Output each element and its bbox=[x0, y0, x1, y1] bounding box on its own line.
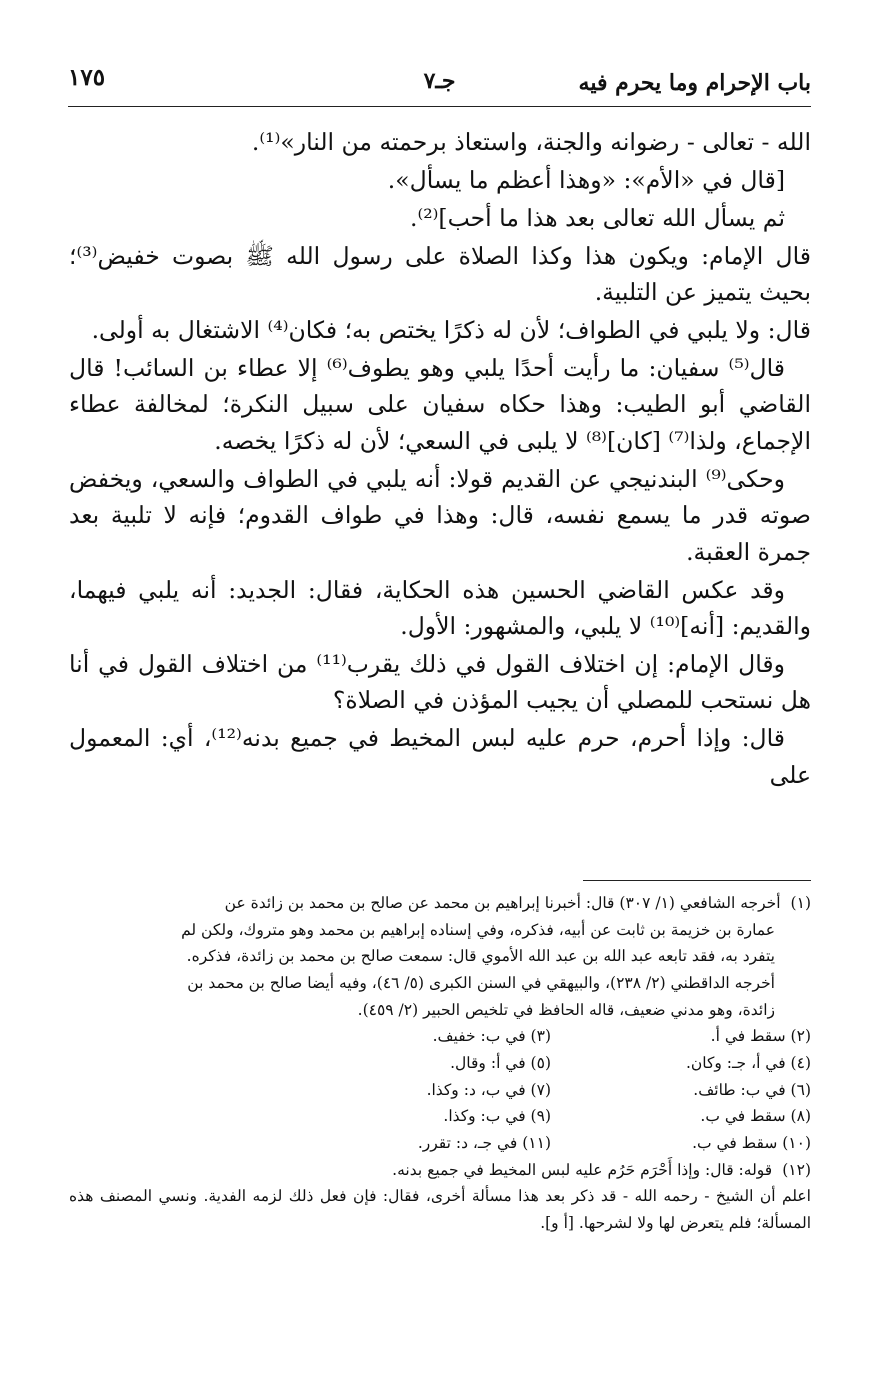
footnote-line: قوله: قال: وإذا أَحْرَم حَرُم عليه لبس المخيط في جميع بدنه. bbox=[392, 1160, 773, 1179]
footnote-2: (٢) سقط في أ. bbox=[710, 1027, 811, 1046]
footnote-8: (٨) سقط في ب. bbox=[700, 1107, 811, 1126]
footnote-5: (٥) في أ: وقال. bbox=[450, 1053, 551, 1072]
text-paragraph: وقد عكس القاضي الحسين هذه الحكاية، فقال: الجديد: أنه يلبي فيهما، والقديم: [أنه]⁽¹⁰⁾ لا يلبي، والمشهور: الأول. bbox=[69, 575, 811, 640]
text-paragraph: قال: ولا يلبي في الطواف؛ لأن له ذكرًا يختص به؛ فكان⁽⁴⁾ الاشتغال به أولى. bbox=[91, 316, 811, 345]
footnote-line: زائدة، وهو مدني ضعيف، قاله الحافظ في تلخيص الحبير (٢/ ٤٥٩). bbox=[357, 1000, 775, 1019]
text-paragraph: قال⁽⁵⁾ سفيان: ما رأيت أحدًا يلبي وهو يطوف⁽⁶⁾ إلا عطاء بن السائب! قال القاضي أبو الطيب: وهذا حكاه سفيان على سبيل النكرة؛ لمخالفة عطاء الإجماع، ولذا⁽⁷⁾ [كان]⁽⁸⁾ لا يلبى في السعي؛ لأن له ذكرًا يخصه. bbox=[69, 354, 811, 455]
footnote-3: (٣) في ب: خفيف. bbox=[432, 1027, 551, 1046]
text-paragraph: قال الإمام: ويكون هذا وكذا الصلاة على رسول الله ﷺ بصوت خفيض⁽³⁾؛ بحيث يتميز عن التلبية. bbox=[69, 241, 811, 307]
footnote-7: (٧) في ب، د: وكذا. bbox=[426, 1080, 551, 1099]
page-header bbox=[68, 62, 811, 107]
main-text bbox=[69, 124, 811, 795]
footnotes bbox=[69, 890, 811, 1237]
text-line: ثم يسأل الله تعالى بعد هذا ما أحب]⁽²⁾. bbox=[409, 203, 785, 232]
footnote-grid bbox=[69, 1023, 811, 1156]
text-paragraph: وحكى⁽⁹⁾ البندنيجي عن القديم قولا: أنه يلبي في الطواف والسعي، ويخفض صوته قدر ما يسمع نفسه، قال: وهذا في طواف القدوم؛ فإنه لا تلبية بعد جمرة العقبة. bbox=[69, 464, 811, 566]
footnote-line: أخرجه الشافعي (١/ ٣٠٧) قال: أخبرنا إبراهيم بن محمد عن صالح بن محمد بن زائدة عن bbox=[224, 894, 781, 912]
footnote-line: أخرجه الداقطني (٢/ ٢٣٨)، والبيهقي في السنن الكبرى (٥/ ٤٦)، وفيه أيضا صالح بن محمد بن bbox=[187, 973, 775, 992]
text-paragraph: وقال الإمام: إن اختلاف القول في ذلك يقرب⁽¹¹⁾ من اختلاف القول في أنا هل نستحب للمصلي أن يجيب المؤذن في الصلاة؟ bbox=[69, 649, 811, 715]
footnote-1 bbox=[69, 890, 811, 917]
footnote-6: (٦) في ب: طائف. bbox=[693, 1080, 811, 1099]
page-number: ١٧٥ bbox=[68, 64, 106, 91]
footnote-separator bbox=[583, 880, 811, 881]
footnote-4: (٤) في أ، جـ: وكان. bbox=[685, 1053, 811, 1072]
footnote-11: (١١) في جـ، د: تقرر. bbox=[417, 1133, 551, 1152]
text-line: [قال في «الأم»: «وهذا أعظم ما يسأل». bbox=[387, 165, 785, 194]
footnote-number: (١٢) bbox=[782, 1160, 811, 1179]
footnote-number: (١) bbox=[790, 894, 811, 912]
footnote-9: (٩) في ب: وكذا. bbox=[443, 1107, 551, 1126]
text-line: الله - تعالى - رضوانه والجنة، واستعاذ برحمته من النار»⁽¹⁾. bbox=[251, 128, 811, 156]
footnote-line: يتفرد به، فقد تابعه عبد الله بن عبد الله الأموي قال: سمعت صالح بن محمد بن زائدة، فذكره. bbox=[186, 947, 775, 966]
chapter-title: باب الإحرام وما يحرم فيه bbox=[578, 70, 811, 96]
footnote-12 bbox=[69, 1157, 811, 1184]
footnote-12-text: اعلم أن الشيخ - رحمه الله - قد ذكر بعد هذا مسألة أخرى، فقال: فإن فعل ذلك لزمه الفدية. ونسي المصنف هذه المسألة؛ فلم يتعرض لها ولا لشرحها. [أ و]. bbox=[69, 1187, 811, 1232]
footnote-line: عمارة بن خزيمة بن ثابت عن أبيه، فذكره، وفي إسناده إبراهيم بن محمد وهو متروك، ولكن لم bbox=[181, 920, 775, 939]
footnote-10: (١٠) سقط في ب. bbox=[692, 1133, 811, 1152]
volume-label: جـ٧ bbox=[423, 68, 456, 94]
text-paragraph: قال: وإذا أحرم، حرم عليه لبس المخيط في جميع بدنه⁽¹²⁾، أي: المعمول على bbox=[69, 724, 811, 789]
